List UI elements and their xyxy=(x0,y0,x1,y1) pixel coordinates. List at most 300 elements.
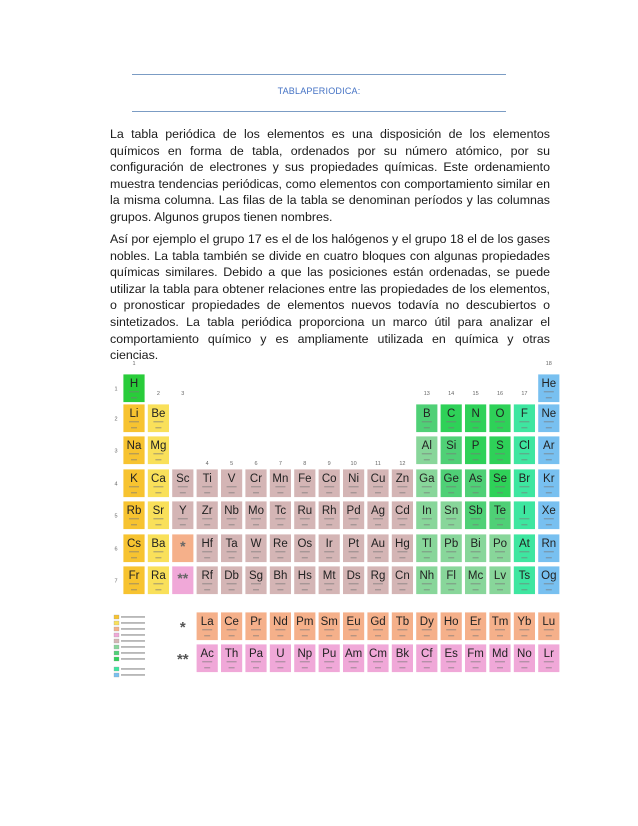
element-mass-line xyxy=(229,589,235,590)
element-cell-Db xyxy=(221,566,243,595)
element-symbol: Rb xyxy=(126,505,142,517)
element-symbol: U xyxy=(276,648,285,660)
element-mass-line xyxy=(473,492,479,493)
element-name-line xyxy=(422,421,432,422)
element-symbol: Ga xyxy=(419,473,435,485)
element-name-line xyxy=(397,486,407,487)
element-name-line xyxy=(397,661,407,662)
group-label: 5 xyxy=(230,461,234,467)
element-mass-line xyxy=(521,667,527,668)
element-name-line xyxy=(446,421,456,422)
element-name-line xyxy=(519,629,529,630)
element-symbol: B xyxy=(422,408,431,420)
element-name-line xyxy=(519,583,529,584)
element-symbol: Rf xyxy=(201,570,213,582)
element-mass-line xyxy=(302,557,308,558)
element-name-line xyxy=(300,661,310,662)
element-cell-Ca xyxy=(147,469,169,498)
element-cell-F xyxy=(513,404,535,433)
element-cell-Tc xyxy=(269,501,291,530)
element-symbol: Mn xyxy=(272,473,289,485)
element-symbol: Po xyxy=(492,538,508,550)
legend-label-line xyxy=(121,674,145,675)
element-name-line xyxy=(397,518,407,519)
element-name-line xyxy=(519,551,529,552)
element-cell-Se xyxy=(489,469,511,498)
element-cell-Os xyxy=(294,534,316,563)
element-cell-Cu xyxy=(367,469,389,498)
element-cell-N xyxy=(465,404,487,433)
element-mass-line xyxy=(302,589,308,590)
element-name-line xyxy=(349,629,359,630)
element-symbol: Pa xyxy=(248,648,264,660)
element-cell-W xyxy=(245,534,267,563)
element-name-line xyxy=(373,583,383,584)
element-symbol: Sc xyxy=(176,473,190,485)
element-mass-line xyxy=(253,557,259,558)
element-mass-line xyxy=(131,459,137,460)
element-name-line xyxy=(446,453,456,454)
element-name-line xyxy=(251,629,261,630)
element-symbol: Ru xyxy=(297,505,313,517)
element-name-line xyxy=(471,453,481,454)
element-mass-line xyxy=(375,492,381,493)
element-name-line xyxy=(422,629,432,630)
element-mass-line xyxy=(424,589,430,590)
element-cell-Ta xyxy=(221,534,243,563)
group-label: 15 xyxy=(472,391,479,397)
legend-swatch xyxy=(114,627,119,631)
element-mass-line xyxy=(521,492,527,493)
element-name-line xyxy=(153,486,163,487)
element-mass-line xyxy=(399,492,405,493)
group-label: 1 xyxy=(132,361,136,367)
title-rule-top xyxy=(132,74,506,75)
element-symbol: Tb xyxy=(395,616,410,628)
element-name-line xyxy=(471,661,481,662)
element-name-line xyxy=(544,551,554,552)
element-symbol: Sn xyxy=(444,505,459,517)
element-name-line xyxy=(129,453,139,454)
element-name-line xyxy=(471,583,481,584)
group-label: 2 xyxy=(156,391,160,397)
element-symbol: * xyxy=(180,538,186,554)
element-mass-line xyxy=(155,524,161,525)
element-name-line xyxy=(397,629,407,630)
element-symbol: Se xyxy=(492,473,508,485)
element-name-line xyxy=(275,518,285,519)
element-cell-In xyxy=(416,501,438,530)
element-mass-line xyxy=(204,524,210,525)
element-name-line xyxy=(471,551,481,552)
element-mass-line xyxy=(399,557,405,558)
element-mass-line xyxy=(131,557,137,558)
element-mass-line xyxy=(351,635,357,636)
element-cell-Kr xyxy=(538,469,560,498)
element-mass-line xyxy=(204,557,210,558)
element-name-line xyxy=(544,486,554,487)
element-cell-Bh xyxy=(269,566,291,595)
period-label: 3 xyxy=(114,448,118,455)
element-cell-I xyxy=(513,501,535,530)
element-name-line xyxy=(202,486,212,487)
element-cell-Pu xyxy=(318,644,340,673)
legend-label-line xyxy=(121,646,145,647)
element-mass-line xyxy=(351,557,357,558)
element-cell-Dy xyxy=(416,612,438,641)
element-cell-Eu xyxy=(343,612,365,641)
page-title: TABLAPERIODICA: xyxy=(277,86,361,96)
element-cell-Si xyxy=(440,436,462,465)
element-name-line xyxy=(324,518,334,519)
element-symbol: Es xyxy=(444,648,458,660)
element-symbol: Ge xyxy=(443,473,459,485)
element-cell-Ne xyxy=(538,404,560,433)
element-name-line xyxy=(275,629,285,630)
element-name-line xyxy=(373,661,383,662)
element-name-line xyxy=(300,583,310,584)
group-label: 14 xyxy=(448,391,455,397)
element-mass-line xyxy=(375,589,381,590)
element-cell-Pd xyxy=(343,501,365,530)
element-cell-Es xyxy=(440,644,462,673)
element-symbol: Db xyxy=(224,570,239,582)
element-cell-H xyxy=(123,374,145,403)
period-label: 1 xyxy=(114,386,118,393)
group-label: 12 xyxy=(399,461,406,467)
element-cell-Hg xyxy=(391,534,413,563)
element-mass-line xyxy=(131,397,137,398)
element-name-line xyxy=(544,453,554,454)
element-name-line xyxy=(446,486,456,487)
element-name-line xyxy=(349,583,359,584)
element-cell-Bi xyxy=(465,534,487,563)
element-cell-S xyxy=(489,436,511,465)
element-mass-line xyxy=(326,492,332,493)
element-cell-star xyxy=(172,534,194,563)
element-symbol: Eu xyxy=(346,616,361,628)
element-cell-Ds xyxy=(343,566,365,595)
element-name-line xyxy=(349,551,359,552)
element-cell-Cl xyxy=(513,436,535,465)
element-cell-Ra xyxy=(147,566,169,595)
element-name-line xyxy=(129,391,139,392)
element-symbol: Pu xyxy=(322,648,337,660)
element-symbol: H xyxy=(129,378,139,390)
legend-swatch xyxy=(114,633,119,637)
element-mass-line xyxy=(399,667,405,668)
element-symbol: Na xyxy=(126,440,142,452)
element-mass-line xyxy=(424,557,430,558)
element-symbol: Bi xyxy=(470,538,481,550)
paragraph-intro: La tabla periódica de los elementos es una disposición de los elementos químicos en forma de tabla, ordenados por su número atómico, por su configuración de electrones y sus propiedades químicas. Este ordenamiento muestra tendencias periódicas, como elementos con comportamiento similar en la misma columna. Las filas de la tabla se denominan períodos y las columnas grupos. Algunos grupos tienen nombres. xyxy=(110,127,550,224)
element-mass-line xyxy=(302,524,308,525)
element-cell-Yb xyxy=(513,612,535,641)
element-cell-Lu xyxy=(538,612,560,641)
element-symbol: Am xyxy=(344,648,363,660)
legend-label-line xyxy=(121,668,145,669)
element-mass-line xyxy=(277,492,283,493)
element-symbol: F xyxy=(520,408,528,420)
element-symbol: Rh xyxy=(321,505,337,517)
element-mass-line xyxy=(546,459,552,460)
element-cell-Mn xyxy=(269,469,291,498)
element-symbol: Ir xyxy=(325,538,333,550)
element-name-line xyxy=(397,551,407,552)
element-cell-Sb xyxy=(465,501,487,530)
element-symbol: He xyxy=(541,378,557,390)
element-symbol: La xyxy=(200,616,214,628)
element-cell-No xyxy=(513,644,535,673)
element-symbol: Mg xyxy=(150,440,167,452)
element-mass-line xyxy=(131,492,137,493)
group-label: 13 xyxy=(423,391,430,397)
element-name-line xyxy=(324,629,334,630)
element-name-line xyxy=(202,629,212,630)
period-label: 2 xyxy=(114,416,118,423)
element-mass-line xyxy=(351,667,357,668)
element-mass-line xyxy=(546,397,552,398)
element-name-line xyxy=(324,551,334,552)
element-cell-Am xyxy=(343,644,365,673)
element-mass-line xyxy=(302,492,308,493)
element-symbol: ** xyxy=(177,570,189,586)
element-symbol: Lu xyxy=(542,616,556,628)
element-name-line xyxy=(202,518,212,519)
element-mass-line xyxy=(326,589,332,590)
element-cell-B xyxy=(416,404,438,433)
element-name-line xyxy=(251,551,261,552)
element-cell-Sn xyxy=(440,501,462,530)
element-cell-Hf xyxy=(196,534,218,563)
element-mass-line xyxy=(277,667,283,668)
element-mass-line xyxy=(302,635,308,636)
element-mass-line xyxy=(473,459,479,460)
element-cell-Nb xyxy=(221,501,243,530)
element-symbol: Os xyxy=(297,538,313,550)
element-mass-line xyxy=(497,524,503,525)
element-mass-line xyxy=(253,492,259,493)
group-label: 10 xyxy=(350,461,357,467)
element-mass-line xyxy=(546,557,552,558)
element-symbol: Cf xyxy=(421,648,433,660)
element-name-line xyxy=(422,486,432,487)
element-cell-As xyxy=(465,469,487,498)
element-name-line xyxy=(471,629,481,630)
element-mass-line xyxy=(521,557,527,558)
element-symbol: Mt xyxy=(322,570,336,582)
element-cell-Ga xyxy=(416,469,438,498)
element-name-line xyxy=(495,518,505,519)
element-cell-Ag xyxy=(367,501,389,530)
element-symbol: C xyxy=(447,408,456,420)
element-mass-line xyxy=(473,589,479,590)
element-symbol: Ac xyxy=(200,648,214,660)
element-cell-Mt xyxy=(318,566,340,595)
element-symbol: Cn xyxy=(395,570,410,582)
element-name-line xyxy=(324,661,334,662)
element-mass-line xyxy=(375,557,381,558)
element-cell-Rb xyxy=(123,501,145,530)
element-cell-At xyxy=(513,534,535,563)
element-symbol: Sg xyxy=(248,570,264,582)
element-name-line xyxy=(495,629,505,630)
element-name-line xyxy=(446,629,456,630)
group-label: 11 xyxy=(375,461,381,467)
element-name-line xyxy=(471,486,481,487)
element-name-line xyxy=(495,453,505,454)
element-name-line xyxy=(202,551,212,552)
element-symbol: As xyxy=(468,473,483,485)
element-mass-line xyxy=(277,589,283,590)
element-cell-Ac xyxy=(196,644,218,673)
element-name-line xyxy=(519,453,529,454)
element-symbol: Rn xyxy=(541,538,557,550)
element-cell-Mo xyxy=(245,501,267,530)
element-mass-line xyxy=(473,635,479,636)
element-mass-line xyxy=(448,524,454,525)
element-name-line xyxy=(275,583,285,584)
element-mass-line xyxy=(204,492,210,493)
element-symbol: Nh xyxy=(419,570,435,582)
element-mass-line xyxy=(497,557,503,558)
element-symbol: Pm xyxy=(296,616,314,628)
element-cell-Nh xyxy=(416,566,438,595)
element-name-line xyxy=(471,518,481,519)
element-symbol: Er xyxy=(469,616,482,628)
legend-swatch xyxy=(114,645,119,649)
element-symbol: Fl xyxy=(446,570,456,582)
element-name-line xyxy=(446,661,456,662)
element-symbol: Ra xyxy=(151,570,166,582)
legend-label-line xyxy=(121,634,145,635)
element-name-line xyxy=(544,421,554,422)
element-symbol: Ag xyxy=(370,505,386,517)
element-mass-line xyxy=(351,492,357,493)
element-symbol: Ti xyxy=(202,473,212,485)
element-symbol: Fr xyxy=(128,570,140,582)
element-name-line xyxy=(227,551,237,552)
element-cell-Rg xyxy=(367,566,389,595)
element-name-line xyxy=(178,518,188,519)
element-mass-line xyxy=(204,667,210,668)
lanthanide-marker: * xyxy=(179,619,186,636)
element-name-line xyxy=(251,518,261,519)
element-symbol: Yb xyxy=(517,616,532,628)
element-cell-Tb xyxy=(391,612,413,641)
period-label: 7 xyxy=(114,578,118,585)
element-cell-P xyxy=(465,436,487,465)
element-mass-line xyxy=(448,635,454,636)
element-mass-line xyxy=(180,492,186,493)
element-symbol: Zr xyxy=(201,505,213,517)
group-label: 4 xyxy=(205,461,209,467)
group-label: 18 xyxy=(545,361,552,367)
element-name-line xyxy=(422,453,432,454)
element-symbol: Hs xyxy=(297,570,312,582)
element-name-line xyxy=(373,629,383,630)
element-symbol: S xyxy=(496,440,504,452)
element-mass-line xyxy=(229,524,235,525)
element-cell-Br xyxy=(513,469,535,498)
element-symbol: O xyxy=(495,408,505,420)
element-cell-Ir xyxy=(318,534,340,563)
element-mass-line xyxy=(473,667,479,668)
element-symbol: Th xyxy=(224,648,239,660)
element-name-line xyxy=(373,551,383,552)
element-cell-Ce xyxy=(221,612,243,641)
group-label: 7 xyxy=(278,461,282,467)
element-mass-line xyxy=(546,524,552,525)
element-symbol: Ce xyxy=(224,616,239,628)
element-symbol: Nb xyxy=(224,505,239,517)
element-symbol: Co xyxy=(321,473,337,485)
element-symbol: Hg xyxy=(395,538,410,550)
element-mass-line xyxy=(253,667,259,668)
element-name-line xyxy=(544,583,554,584)
element-mass-line xyxy=(497,427,503,428)
element-symbol: Bh xyxy=(273,570,288,582)
element-cell-Cf xyxy=(416,644,438,673)
element-symbol: Xe xyxy=(541,505,556,517)
element-mass-line xyxy=(546,635,552,636)
element-name-line xyxy=(227,518,237,519)
element-name-line xyxy=(446,518,456,519)
element-symbol: Ts xyxy=(518,570,531,582)
element-name-line xyxy=(300,629,310,630)
element-cell-Sm xyxy=(318,612,340,641)
element-symbol: At xyxy=(518,538,530,550)
group-label: 6 xyxy=(254,461,258,467)
element-symbol: Tc xyxy=(274,505,287,517)
element-name-line xyxy=(178,486,188,487)
element-name-line xyxy=(227,629,237,630)
element-cell-Cr xyxy=(245,469,267,498)
element-cell-Mc xyxy=(465,566,487,595)
element-symbol: Ni xyxy=(348,473,360,485)
element-cell-Ts xyxy=(513,566,535,595)
element-symbol: Ta xyxy=(225,538,238,550)
element-cell-He xyxy=(538,374,560,403)
element-symbol: Ar xyxy=(543,440,555,452)
element-name-line xyxy=(129,518,139,519)
element-symbol: Cl xyxy=(518,440,530,452)
element-cell-Sg xyxy=(245,566,267,595)
element-name-line xyxy=(495,583,505,584)
element-cell-Fe xyxy=(294,469,316,498)
element-symbol: Ne xyxy=(541,408,557,420)
element-symbol: Cm xyxy=(369,648,387,660)
element-name-line xyxy=(129,421,139,422)
element-name-line xyxy=(153,583,163,584)
element-mass-line xyxy=(497,635,503,636)
element-mass-line xyxy=(424,492,430,493)
element-name-line xyxy=(519,486,529,487)
element-symbol: Nd xyxy=(273,616,288,628)
element-symbol: Li xyxy=(129,408,139,420)
element-name-line xyxy=(397,583,407,584)
element-symbol: Br xyxy=(518,473,531,485)
element-name-line xyxy=(324,583,334,584)
element-name-line xyxy=(495,421,505,422)
element-mass-line xyxy=(253,635,259,636)
element-symbol: Ho xyxy=(443,616,459,628)
element-name-line xyxy=(446,583,456,584)
element-cell-Tl xyxy=(416,534,438,563)
element-mass-line xyxy=(229,635,235,636)
element-symbol: Fm xyxy=(467,648,484,660)
element-symbol: N xyxy=(471,408,480,420)
